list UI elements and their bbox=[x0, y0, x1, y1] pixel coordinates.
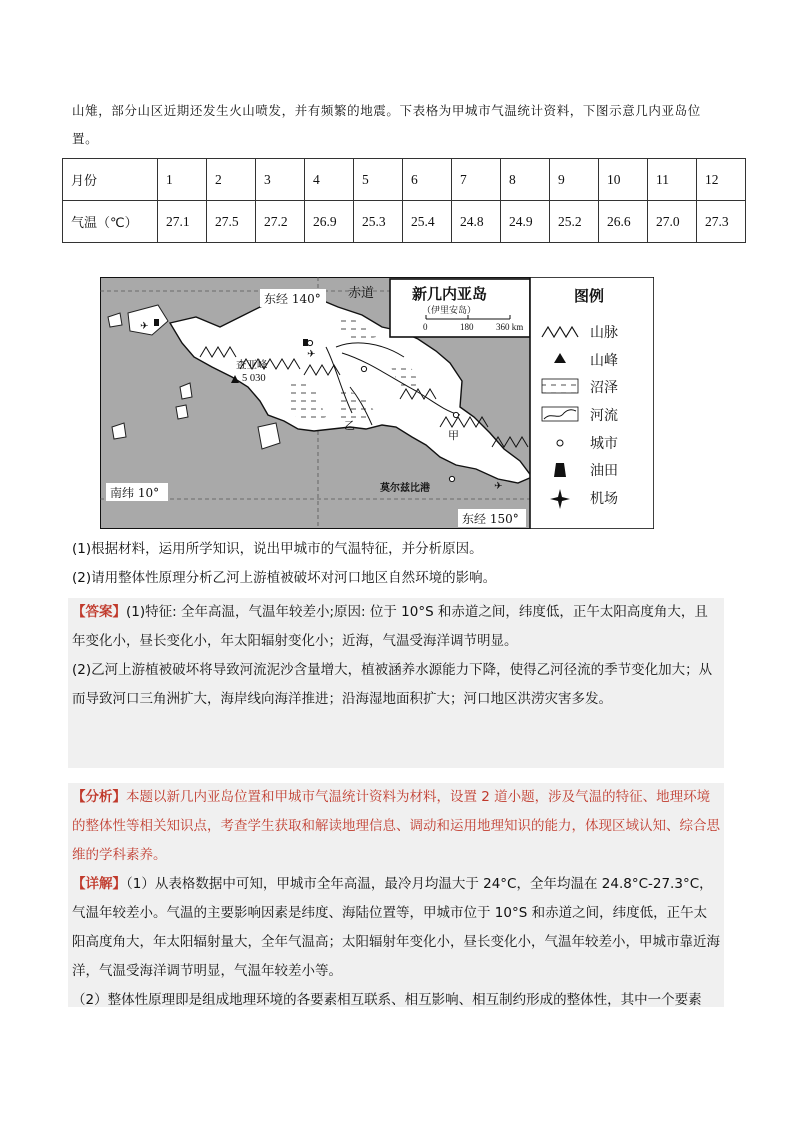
legend-peak-label: 山峰 bbox=[590, 353, 618, 369]
answer-box bbox=[68, 598, 724, 724]
legend-oil-icon bbox=[554, 463, 566, 477]
lon150-label: 东经 150° bbox=[462, 512, 519, 526]
temp-cell: 27.5 bbox=[207, 201, 256, 243]
question-2: (2)请用整体性原理分析乙河上游植被破坏对河口地区自然环境的影响。 bbox=[72, 570, 497, 586]
intro-paragraph: 山雉，部分山区近期还发生火山喷发，并有频繁的地震。下表格为甲城市气温统计资料，下图示意几内亚岛位置。 bbox=[72, 103, 701, 146]
question-1: (1)根据材料，运用所学知识，说出甲城市的气温特征，并分析原因。 bbox=[72, 541, 483, 557]
month-cell: 11 bbox=[648, 159, 697, 201]
legend-city-icon bbox=[557, 440, 563, 446]
temperature-table bbox=[62, 158, 746, 243]
temperature-row bbox=[63, 201, 746, 243]
month-cell: 3 bbox=[256, 159, 305, 201]
legend-title: 图例 bbox=[574, 287, 605, 305]
temp-cell: 25.2 bbox=[550, 201, 599, 243]
month-cell: 1 bbox=[158, 159, 207, 201]
airport-icon: ✈ bbox=[494, 481, 503, 492]
answer-p1-text: (1)特征: 全年高温，气温年较差小;原因: 位于 10°S 和赤道之间，纬度低，正午太阳高度角大，且年变化小，昼长变化小，年太阳辐射变化小；近海，气温受海洋调节明显。 bbox=[72, 604, 708, 649]
small-island bbox=[176, 405, 188, 419]
month-row bbox=[63, 159, 746, 201]
city-icon bbox=[307, 340, 312, 345]
port-label: 莫尔兹比港 bbox=[380, 483, 430, 494]
temp-cell: 24.8 bbox=[452, 201, 501, 243]
month-cell: 4 bbox=[305, 159, 354, 201]
map-subtitle: （伊里安岛） bbox=[422, 306, 477, 316]
city-jia-icon bbox=[453, 412, 458, 417]
analysis-text: 本题以新几内亚岛位置和甲城市气温统计资料为材料，设置 2 道小题，涉及气温的特征、地理环境的整体性等相关知识点，考查学生获取和解读地理信息、调动和运用地理知识的能力，体现区域认知、综合思维的学科素养。 bbox=[72, 789, 720, 863]
detail-p1 bbox=[68, 870, 724, 986]
month-header: 月份 bbox=[63, 159, 158, 201]
scale-label-180: 180 bbox=[460, 322, 474, 332]
equator-label: 赤道 bbox=[348, 286, 375, 301]
detail-p2: （2）整体性原理即是组成地理环境的各要素相互联系、相互影响、相互制约形成的整体性，其中一个要素 bbox=[72, 992, 702, 1008]
peak-height-label: 5 030 bbox=[242, 373, 266, 384]
temp-cell: 25.3 bbox=[354, 201, 403, 243]
temp-cell: 27.3 bbox=[697, 201, 746, 243]
legend-river-box bbox=[542, 407, 578, 421]
legend-airport-label: 机场 bbox=[590, 491, 618, 507]
temp-cell: 24.9 bbox=[501, 201, 550, 243]
scale-label-0: 0 bbox=[423, 322, 428, 332]
answer-gap bbox=[68, 724, 724, 768]
temp-cell: 26.6 bbox=[599, 201, 648, 243]
analysis-tag: 【分析】 bbox=[72, 789, 126, 805]
month-cell: 7 bbox=[452, 159, 501, 201]
temp-cell: 27.0 bbox=[648, 201, 697, 243]
answer-tag: 【答案】 bbox=[72, 604, 126, 620]
month-cell: 9 bbox=[550, 159, 599, 201]
temp-cell: 27.1 bbox=[158, 201, 207, 243]
answer-p1 bbox=[68, 598, 724, 656]
analysis-paragraph bbox=[68, 783, 724, 870]
legend-oil-label: 油田 bbox=[590, 463, 618, 479]
lat10-label: 南纬 10° bbox=[110, 486, 160, 500]
detail-tag: 【详解】 bbox=[72, 876, 126, 892]
temp-cell: 25.4 bbox=[403, 201, 452, 243]
legend-swamp-label: 沼泽 bbox=[590, 380, 618, 396]
lon140-label: 东经 140° bbox=[264, 292, 321, 306]
oil-field-icon bbox=[154, 319, 159, 326]
month-cell: 5 bbox=[354, 159, 403, 201]
legend-city-label: 城市 bbox=[590, 436, 618, 452]
temp-cell: 26.9 bbox=[305, 201, 354, 243]
city-jia-label: 甲 bbox=[448, 429, 459, 442]
month-cell: 10 bbox=[599, 159, 648, 201]
answer-p2: (2)乙河上游植被破坏将导致河流泥沙含量增大，植被涵养水源能力下降，使得乙河径流的季节变化加大；从而导致河口三角洲扩大，海岸线向海洋推进；沿海湿地面积扩大；河口地区洪涝灾害多发。 bbox=[72, 662, 713, 707]
city-icon bbox=[361, 366, 366, 371]
peak-name-label: 查亚峰 bbox=[236, 359, 268, 371]
legend-mountain-label: 山脉 bbox=[590, 325, 618, 341]
analysis-box bbox=[68, 783, 724, 1007]
month-cell: 2 bbox=[207, 159, 256, 201]
temp-cell: 27.2 bbox=[256, 201, 305, 243]
port-city-icon bbox=[449, 476, 454, 481]
month-cell: 8 bbox=[501, 159, 550, 201]
airport-icon: ✈ bbox=[307, 349, 316, 360]
scale-label-360: 360 km bbox=[496, 322, 524, 332]
new-guinea-map bbox=[100, 277, 654, 529]
airport-icon: ✈ bbox=[140, 321, 149, 332]
map-title: 新几内亚岛 bbox=[412, 285, 488, 303]
river-yi-label: 乙 bbox=[344, 419, 355, 432]
legend-swamp-icon bbox=[542, 379, 578, 393]
month-cell: 12 bbox=[697, 159, 746, 201]
month-cell: 6 bbox=[403, 159, 452, 201]
legend-river-label: 河流 bbox=[590, 408, 618, 424]
detail-p1-text: （1）从表格数据中可知，甲城市全年高温，最冷月均温大于 24°C，全年均温在 24.8°C-27.3°C，气温年较差小。气温的主要影响因素是纬度、海陆位置等，甲城市位于 10°S 和赤道之间，纬度低，正午太阳高度角大，年太阳辐射量大，全年气温高；太阳辐射年变化小，昼长变化小，气温年较差小，甲城市靠近海洋，气温受海洋调节明显，气温年较差小等。 bbox=[72, 876, 720, 979]
temperature-header: 气温（℃） bbox=[63, 201, 158, 243]
